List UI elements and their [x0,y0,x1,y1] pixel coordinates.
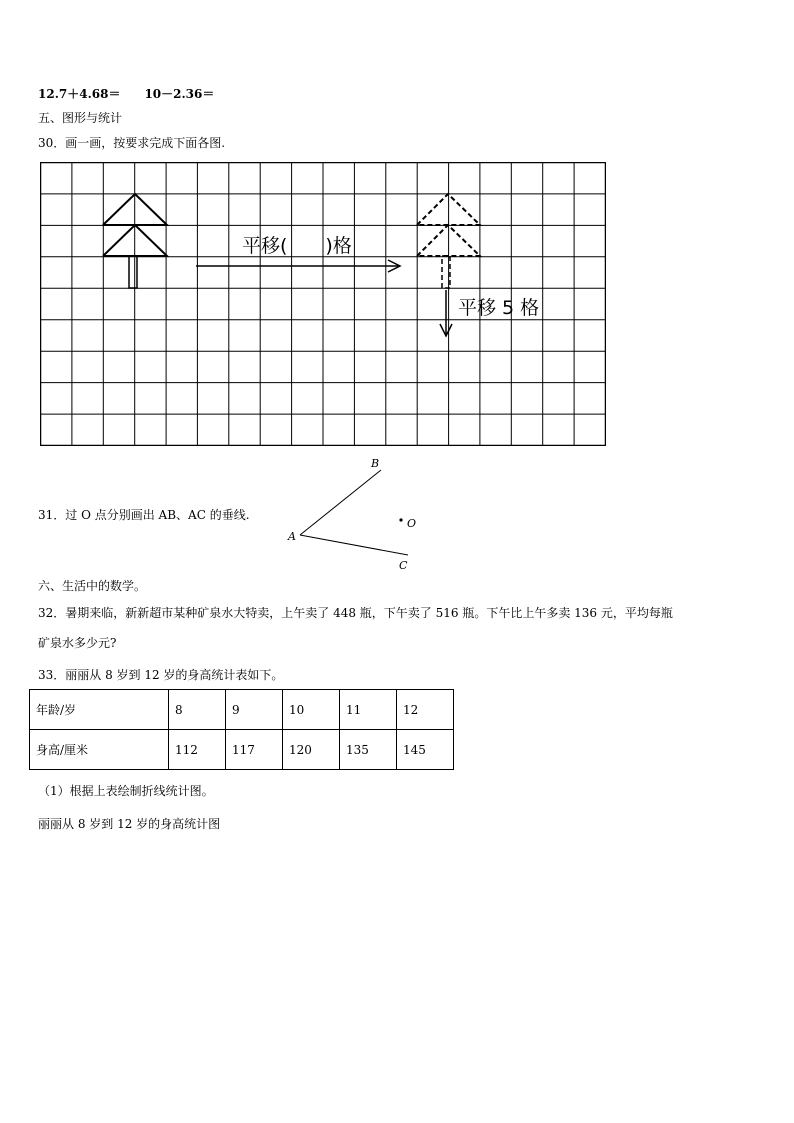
label-a: A [288,530,296,543]
row-label-height: 身高/厘米 [30,730,169,770]
table-cell: 12 [397,690,454,730]
table-cell: 11 [340,690,397,730]
question-33: 33．丽丽从 8 岁到 12 岁的身高统计表如下。 [38,668,284,682]
right-arrow [196,260,400,272]
table-cell: 135 [340,730,397,770]
angle-figure [280,452,430,572]
table-cell: 112 [169,730,226,770]
label-b: B [371,457,380,470]
table-cell: 10 [283,690,340,730]
table-cell: 120 [283,730,340,770]
ray-ab [300,470,381,535]
row-label-age: 年龄/岁 [30,690,169,730]
arithmetic-line: 12.7＋4.68＝ 10－2.36＝ [38,87,215,101]
question-33-part-1: （1）根据上表绘制折线统计图。 [38,784,214,798]
translation-grid-figure [40,162,606,446]
label-translate-right: 平移( )格 [242,235,352,257]
ray-ac [300,535,408,555]
point-o [399,518,402,521]
down-arrow [440,290,452,336]
table-cell: 9 [226,690,283,730]
question-32-line-1: 32．暑期来临，新新超市某种矿泉水大特卖，上午卖了 448 瓶，下午卖了 516 瓶。下午比上午多卖 136 元，平均每瓶 [38,606,673,620]
label-translate-down: 平移 5 格 [458,297,540,319]
table-cell: 145 [397,730,454,770]
question-30: 30．画一画，按要求完成下面各图. [38,136,226,150]
question-31: 31．过 O 点分别画出 AB、AC 的垂线. [38,508,250,522]
table-row-height [30,730,454,770]
label-o: O [407,517,417,530]
section-5-heading: 五、图形与统计 [38,111,123,125]
chart-caption: 丽丽从 8 岁到 12 岁的身高统计图 [38,817,221,831]
table-cell: 8 [169,690,226,730]
label-c: C [399,559,408,572]
table-row-age [30,690,454,730]
question-32-line-2: 矿泉水多少元? [38,636,117,650]
section-6-heading: 六、生活中的数学。 [38,579,147,593]
table-cell: 117 [226,730,283,770]
height-table [29,689,454,770]
